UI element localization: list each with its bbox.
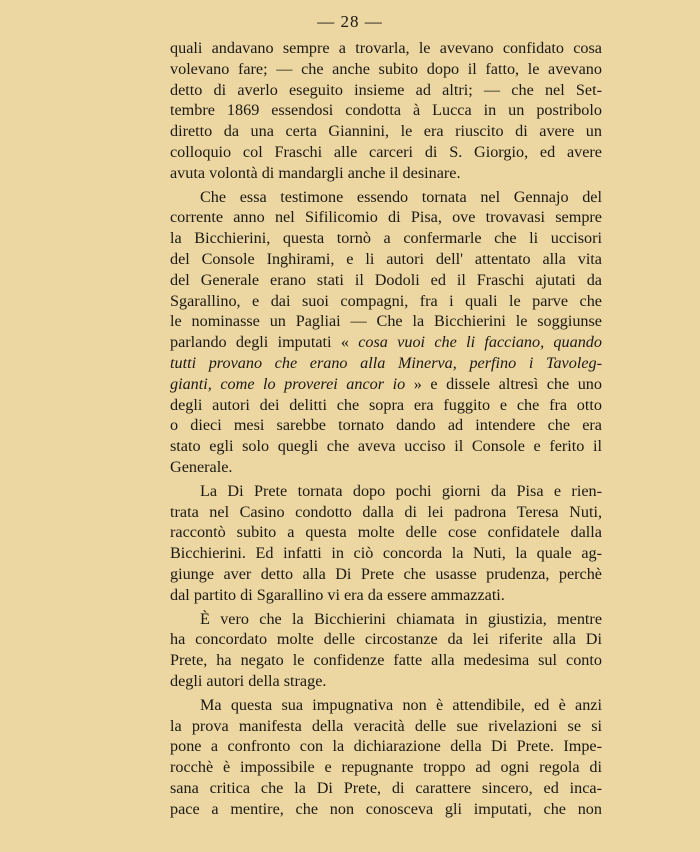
text-line — [170, 716, 602, 737]
text-line — [170, 415, 602, 436]
text-line — [170, 609, 602, 630]
text-line — [170, 374, 602, 395]
text-line — [170, 564, 602, 585]
italic-quote: tutti provano che erano alla Minerva, perfino i Tavoleg- — [170, 353, 602, 372]
text-run: parlando degli imputati « — [170, 333, 359, 352]
text-run: diretto da una certa Giannini, le era riuscito di avere un — [170, 122, 602, 141]
body-text — [170, 38, 602, 819]
text-line — [170, 395, 602, 416]
text-line — [170, 522, 602, 543]
text-run: Bicchierini. Ed infatti in ciò concorda la Nuti, la quale ag- — [170, 544, 602, 563]
text-line — [170, 650, 602, 671]
text-line — [170, 543, 602, 564]
text-run: giunge aver detto alla Di Prete che usasse prudenza, perchè — [170, 564, 602, 583]
text-run: volevano fare; — che anche subito dopo il fatto, le avevano — [170, 59, 602, 78]
text-line — [170, 799, 602, 820]
text-run: degli autori dei delitti che sopra era fuggito e che fra otto — [170, 395, 602, 414]
paragraph — [170, 695, 602, 820]
text-line — [170, 481, 602, 502]
text-line — [170, 778, 602, 799]
text-run: Generale. — [170, 457, 233, 476]
text-line — [170, 100, 602, 121]
text-line — [170, 502, 602, 523]
text-line — [170, 629, 602, 650]
text-run: raccontò subito a questa molte delle cose confidatele dalla — [170, 523, 602, 542]
text-run: del Generale erano stati il Dodoli ed il Fraschi ajutati da — [170, 270, 602, 289]
text-run: le nominasse un Pagliai — Che la Bicchierini le soggiunse — [170, 312, 602, 331]
text-run: corrente anno nel Sifilicomio di Pisa, ove trovavasi sempre — [170, 208, 602, 227]
text-run: sana critica che la Di Prete, di carattere sincero, ed inca- — [170, 778, 602, 797]
text-run: stato egli solo quegli che aveva ucciso il Console e ferito il — [170, 437, 602, 456]
text-run: quali andavano sempre a trovarla, le avevano confidato cosa — [170, 39, 602, 57]
text-run: avuta volontà di mandargli anche il desinare. — [170, 163, 461, 182]
text-run: pone a confronto con la dichiarazione della Di Prete. Impe- — [170, 737, 602, 756]
italic-quote: cosa vuoi che li facciano, quando — [358, 333, 602, 352]
italic-quote: gianti, come lo proverei ancor io — [170, 374, 406, 393]
text-line — [170, 436, 602, 457]
text-line — [170, 291, 602, 312]
page-number: — 28 — — [317, 12, 383, 31]
text-line — [170, 270, 602, 291]
text-line — [170, 38, 602, 59]
text-line — [170, 311, 602, 332]
text-run: Prete, ha negato le confidenze fatte alla medesima sul conto — [170, 651, 602, 670]
text-line — [170, 757, 602, 778]
text-run: colloquio col Fraschi alle carceri di S. Giorgio, ed avere — [170, 142, 602, 161]
text-line — [170, 59, 602, 80]
text-run: trata nel Casino condotto dalla di lei padrona Teresa Nuti, — [170, 502, 602, 521]
text-line — [170, 695, 602, 716]
text-run: tembre 1869 essendosi condotta à Lucca in un postribolo — [170, 101, 602, 120]
text-run: Sgarallino, e dai suoi compagni, fra i quali le parve che — [170, 291, 602, 310]
text-run: rocchè è impossibile e repugnante troppo ad ogni regola di — [170, 758, 602, 777]
text-line — [170, 332, 602, 353]
paragraph — [170, 481, 602, 606]
text-line — [170, 457, 602, 478]
text-line — [170, 228, 602, 249]
text-line — [170, 353, 602, 374]
text-line — [170, 121, 602, 142]
text-run: degli autori della strage. — [170, 671, 327, 690]
text-run: ha concordato molte delle circostanze da lei riferite alla Di — [170, 630, 602, 649]
text-run: Che essa testimone essendo tornata nel Gennajo del — [200, 187, 602, 206]
text-run: del Console Inghirami, e li autori dell' attentato alla vita — [170, 249, 602, 268]
text-run: la Bicchierini, questa tornò a confermarle che li uccisori — [170, 229, 602, 248]
text-run: la prova manifesta della veracità delle sue rivelazioni se si — [170, 716, 602, 735]
text-run: detto di averlo eseguito insieme ad altri; — che nel Set- — [170, 80, 602, 99]
text-run: o dieci mesi sarebbe tornato dando ad intendere che era — [170, 416, 602, 435]
text-run: Ma questa sua impugnativa non è attendibile, ed è anzi — [200, 695, 602, 714]
text-line — [170, 671, 602, 692]
text-line — [170, 187, 602, 208]
text-line — [170, 207, 602, 228]
text-run: » e dissele altresì che uno — [405, 374, 602, 393]
paragraph — [170, 609, 602, 692]
paragraph — [170, 187, 602, 478]
text-line — [170, 736, 602, 757]
text-run: dal partito di Sgarallino vi era da essere ammazzati. — [170, 585, 505, 604]
text-line — [170, 585, 602, 606]
text-line — [170, 142, 602, 163]
text-run: pace a mentire, che non conosceva gli imputati, che non — [170, 799, 602, 818]
text-line — [170, 249, 602, 270]
paragraph — [170, 38, 602, 184]
text-run: È vero che la Bicchierini chiamata in giustizia, mentre — [200, 609, 602, 628]
text-line — [170, 80, 602, 101]
text-run: La Di Prete tornata dopo pochi giorni da Pisa e rien- — [200, 481, 602, 500]
text-line — [170, 163, 602, 184]
